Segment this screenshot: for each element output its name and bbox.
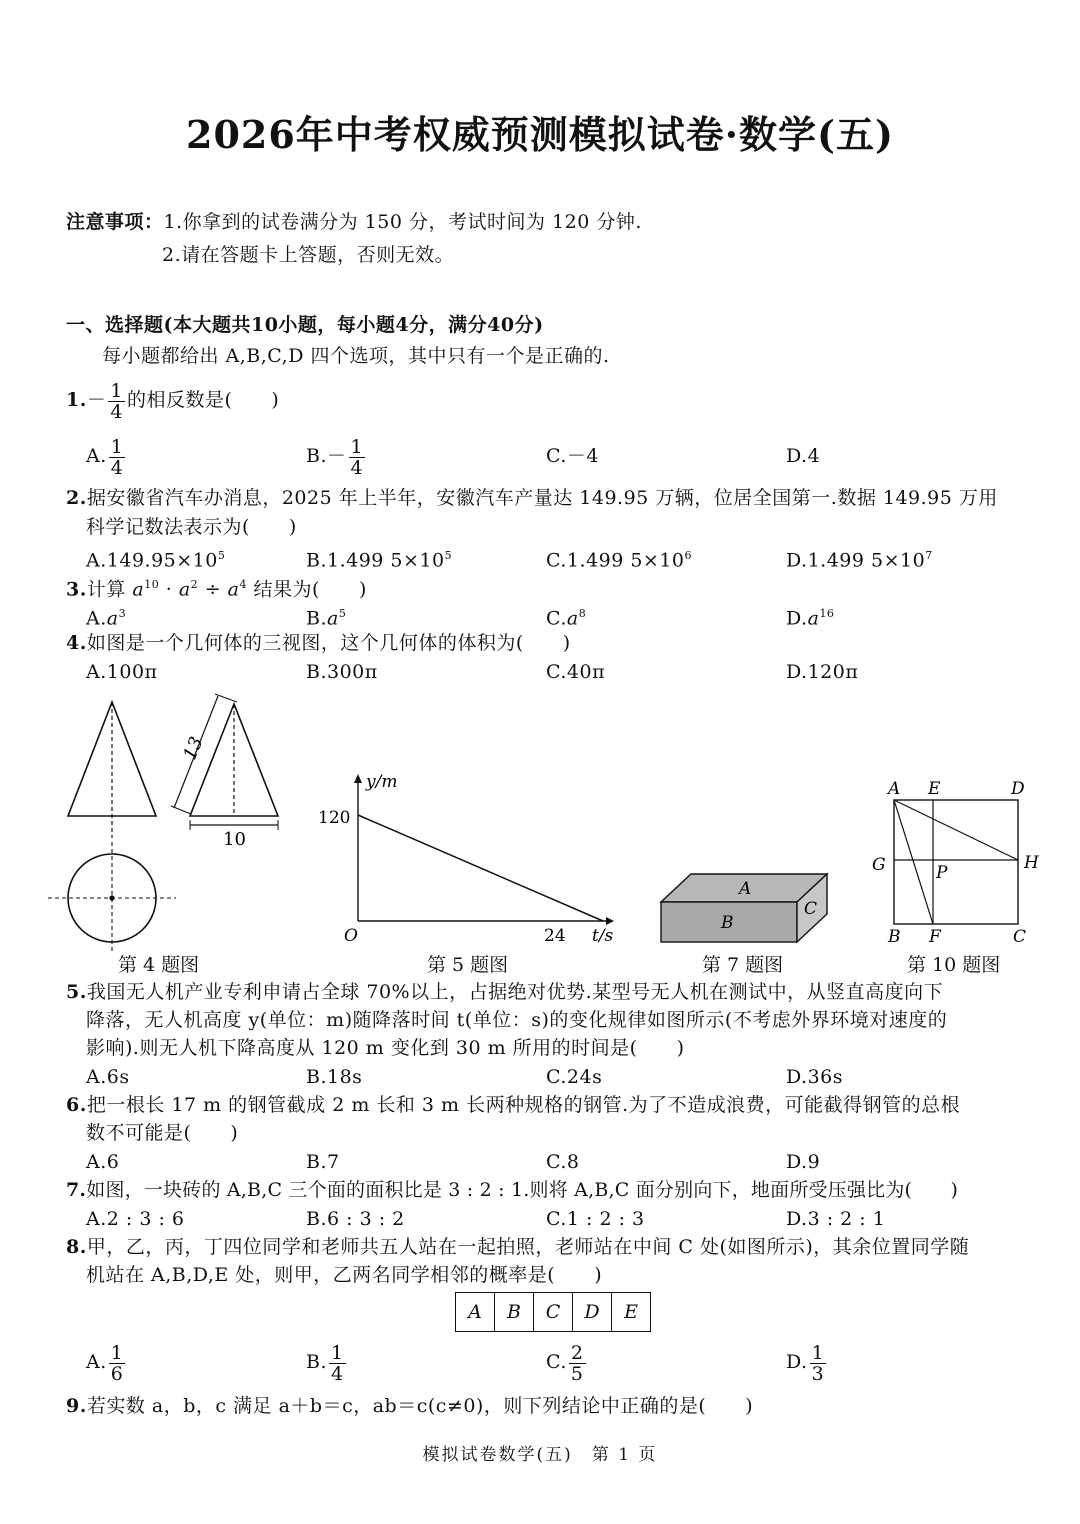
- point-a-label: A: [888, 779, 901, 799]
- option-label: A.: [86, 1351, 107, 1373]
- numerator: 1: [110, 379, 123, 402]
- question-8-line-2: 机站在 A,B,D,E 处，则甲，乙两名同学相邻的概率是( ): [86, 1264, 603, 1286]
- option-label: D.: [786, 1351, 808, 1373]
- option-a: A.6s: [86, 1066, 130, 1088]
- option-label: A.: [86, 607, 107, 630]
- option-c: [546, 544, 692, 572]
- question-4: [66, 631, 571, 655]
- variable: a: [566, 607, 579, 630]
- denominator: 3: [811, 1362, 825, 1385]
- notice-label: 注意事项：: [66, 211, 164, 233]
- figure-10-square: [866, 776, 1046, 948]
- figure-5-chart: [310, 765, 630, 950]
- question-3: [66, 573, 367, 601]
- question-text: 甲，乙，丙，丁四位同学和老师共五人站在一起拍照，老师站在中间 C 处(如图所示)，其余位置同学随: [86, 1236, 970, 1258]
- denominator: 4: [350, 456, 364, 479]
- variable: a: [106, 607, 119, 630]
- section-heading: 一、选择题(本大题共10小题，每小题4分，满分40分): [66, 314, 544, 336]
- option-text: D.1.499 5×10: [786, 549, 926, 572]
- exponent: 3: [118, 607, 127, 620]
- dimension-tick: [171, 806, 191, 814]
- exponent: 5: [217, 549, 226, 562]
- option-b: [306, 602, 346, 630]
- face-c-label: C: [804, 899, 818, 919]
- segment-af: [894, 800, 933, 924]
- fraction: [349, 437, 366, 478]
- segment-ah: [894, 800, 1018, 860]
- option-c: [546, 602, 586, 630]
- question-number: 1.: [66, 389, 87, 411]
- exponent: 2: [190, 578, 199, 591]
- denominator: 5: [570, 1362, 584, 1385]
- fraction: [810, 1343, 827, 1384]
- question-number: 8.: [66, 1236, 87, 1258]
- option-a: [86, 544, 225, 572]
- option-text: C.1.499 5×10: [546, 549, 685, 572]
- variable: a: [132, 578, 145, 601]
- operator: ÷: [198, 578, 228, 601]
- option-b: [306, 1340, 348, 1384]
- x-axis-arrow: [606, 917, 614, 925]
- exponent: 10: [144, 578, 160, 591]
- notice-line-1: [66, 210, 642, 234]
- option-d: [786, 544, 933, 572]
- option-c: C.40π: [546, 661, 606, 683]
- question-8: [66, 1235, 969, 1259]
- minus-sign: －: [86, 389, 107, 411]
- question-5-line-2: 降落，无人机高度 y(单位：m)随降落时间 t(单位：s)的变化规律如图所示(不考虑外界环境对速度的: [86, 1009, 948, 1031]
- option-d: D.4: [786, 445, 821, 467]
- exponent: 7: [925, 549, 933, 562]
- denominator: 6: [110, 1362, 124, 1385]
- question-text: 如图，一块砖的 A,B,C 三个面的面积比是 3 : 2 : 1.则将 A,B,C 面分别向下，地面所受压强比为( ): [86, 1179, 959, 1201]
- option-b: B.300π: [306, 661, 378, 683]
- question-number: 5.: [66, 981, 87, 1003]
- option-d: D.36s: [786, 1066, 844, 1088]
- option-d: [786, 1340, 828, 1384]
- exponent: 5: [338, 607, 347, 620]
- option-label: B.－: [306, 445, 347, 467]
- fraction: [108, 381, 125, 422]
- option-b: B.18s: [306, 1066, 363, 1088]
- denominator: 4: [331, 1362, 344, 1385]
- option-text: B.1.499 5×10: [306, 549, 445, 572]
- operator: ·: [159, 578, 179, 601]
- numerator: 1: [110, 435, 124, 458]
- seat-b: B: [494, 1293, 533, 1331]
- origin-label: O: [344, 926, 358, 946]
- question-number: 4.: [66, 632, 87, 654]
- question-2: [66, 486, 998, 510]
- y-axis-label-text: y/m: [366, 772, 398, 792]
- question-number: 3.: [66, 578, 87, 601]
- option-label: B.: [306, 1351, 328, 1373]
- numerator: 2: [570, 1341, 584, 1364]
- fraction: [109, 1343, 126, 1384]
- point-b-label: B: [888, 927, 901, 947]
- option-c: C.－4: [546, 445, 599, 467]
- variable: a: [227, 578, 240, 601]
- question-text: 把一根长 17 m 的钢管截成 2 m 长和 3 m 长两种规格的钢管.为了不造成浪费，可能截得钢管的总根: [86, 1094, 961, 1116]
- option-a: [86, 434, 127, 478]
- question-text: 计算: [86, 578, 133, 601]
- question-9: [66, 1394, 753, 1418]
- question-2-line-2: 科学记数法表示为( ): [86, 516, 297, 538]
- point-f-label: F: [929, 927, 941, 947]
- variable: a: [807, 607, 820, 630]
- data-series-line: [358, 815, 603, 921]
- question-text: 的相反数是( ): [126, 389, 280, 411]
- exponent: 8: [578, 607, 587, 620]
- seat-d: D: [572, 1293, 611, 1331]
- question-number: 6.: [66, 1094, 87, 1116]
- x-axis-label: t/s: [592, 926, 614, 946]
- point-g-label: G: [872, 855, 886, 875]
- question-text: 结果为( ): [247, 578, 367, 601]
- option-d: D.120π: [786, 661, 859, 683]
- option-label: A.: [86, 445, 107, 467]
- question-number: 2.: [66, 487, 87, 509]
- option-text: A.149.95×10: [86, 549, 218, 572]
- seat-c: C: [533, 1293, 572, 1331]
- x-tick-label: 24: [544, 926, 566, 946]
- question-number: 9.: [66, 1395, 87, 1417]
- option-c: C.24s: [546, 1066, 603, 1088]
- y-tick-label: 120: [318, 808, 351, 828]
- point-p-label: P: [936, 863, 948, 883]
- option-a: A.2 : 3 : 6: [86, 1208, 185, 1230]
- square-abcd: [894, 800, 1018, 924]
- y-axis-label: [365, 772, 397, 792]
- dimension-tick: [215, 694, 237, 702]
- slant-length-label: 13: [179, 733, 208, 764]
- question-text: 我国无人机产业专利申请占全球 70%以上，占据绝对优势.某型号无人机在测试中，从竖直高度向下: [86, 981, 944, 1003]
- option-a: A.6: [86, 1151, 120, 1173]
- question-6: [66, 1093, 960, 1117]
- numerator: 1: [110, 1341, 124, 1364]
- option-label: C.: [546, 607, 567, 630]
- notice-item-1: 1.你拿到的试卷满分为 150 分，考试时间为 120 分钟.: [163, 211, 642, 233]
- exam-title: 2026年中考权威预测模拟试卷·数学(五): [186, 112, 894, 157]
- option-b: [306, 544, 452, 572]
- option-b: B.7: [306, 1151, 340, 1173]
- exponent: 16: [819, 607, 835, 620]
- question-1: [66, 378, 279, 422]
- variable: a: [327, 607, 339, 630]
- variable: a: [178, 578, 191, 601]
- figure-7-caption: 第 7 题图: [702, 954, 784, 976]
- option-c: C.1 : 2 : 3: [546, 1208, 645, 1230]
- option-a: [86, 1340, 127, 1384]
- option-c: C.8: [546, 1151, 580, 1173]
- exponent: 5: [444, 549, 453, 562]
- face-b-label: B: [721, 913, 734, 933]
- option-b: [306, 434, 367, 478]
- figure-5-caption: 第 5 题图: [427, 954, 509, 976]
- figure-4-caption: 第 4 题图: [118, 954, 200, 976]
- option-label: D.: [786, 607, 808, 630]
- point-d-label: D: [1011, 779, 1025, 799]
- denominator: 4: [110, 456, 124, 479]
- fraction: [109, 437, 126, 478]
- base-length-label: 10: [223, 829, 246, 850]
- seating-row: [455, 1292, 651, 1332]
- point-h-label: H: [1024, 853, 1039, 873]
- point-c-label: C: [1013, 927, 1027, 947]
- denominator: 4: [110, 400, 123, 423]
- numerator: 1: [811, 1341, 825, 1364]
- option-d: [786, 602, 834, 630]
- option-label: C.: [546, 1351, 567, 1373]
- option-label: B.: [306, 607, 328, 630]
- question-text: 若实数 a，b，c 满足 a＋b＝c，ab＝c(c≠0)，则下列结论中正确的是( ): [86, 1395, 754, 1417]
- figure-7-brick: [655, 868, 835, 948]
- question-7: [66, 1178, 958, 1202]
- figure-4-three-views: [40, 690, 300, 955]
- seat-a: A: [468, 1301, 482, 1323]
- exponent: 6: [684, 549, 693, 562]
- option-a: [86, 602, 126, 630]
- question-text: 如图是一个几何体的三视图，这个几何体的体积为( ): [86, 632, 571, 654]
- fraction: [329, 1343, 346, 1384]
- fraction: [569, 1343, 586, 1384]
- option-c: [546, 1340, 588, 1384]
- question-text: 据安徽省汽车办消息，2025 年上半年，安徽汽车产量达 149.95 万辆，位居全国第一.数据 149.95 万用: [86, 487, 998, 509]
- numerator: 1: [331, 1341, 344, 1364]
- option-a: A.100π: [86, 661, 158, 683]
- y-axis-arrow: [354, 774, 362, 783]
- option-d: D.9: [786, 1151, 821, 1173]
- top-view-center: [109, 895, 114, 900]
- option-d: D.3 : 2 : 1: [786, 1208, 886, 1230]
- exponent: 4: [239, 578, 247, 591]
- question-5: [66, 980, 943, 1004]
- question-6-line-2: 数不可能是( ): [86, 1122, 239, 1144]
- section-instruction: 每小题都给出 A,B,C,D 四个选项，其中只有一个是正确的.: [102, 345, 610, 367]
- numerator: 1: [350, 435, 364, 458]
- point-e-label: E: [928, 779, 941, 799]
- face-a-label: A: [739, 879, 752, 899]
- seat-e: E: [611, 1293, 650, 1331]
- question-number: 7.: [66, 1179, 87, 1201]
- question-5-line-3: 影响).则无人机下降高度从 120 m 变化到 30 m 所用的时间是( ): [86, 1037, 685, 1059]
- option-b: B.6 : 3 : 2: [306, 1208, 405, 1230]
- notice-item-2: 2.请在答题卡上答题，否则无效。: [162, 244, 455, 266]
- figure-10-caption: 第 10 题图: [907, 954, 1001, 976]
- page-footer: 模拟试卷数学(五) 第 1 页: [422, 1445, 658, 1465]
